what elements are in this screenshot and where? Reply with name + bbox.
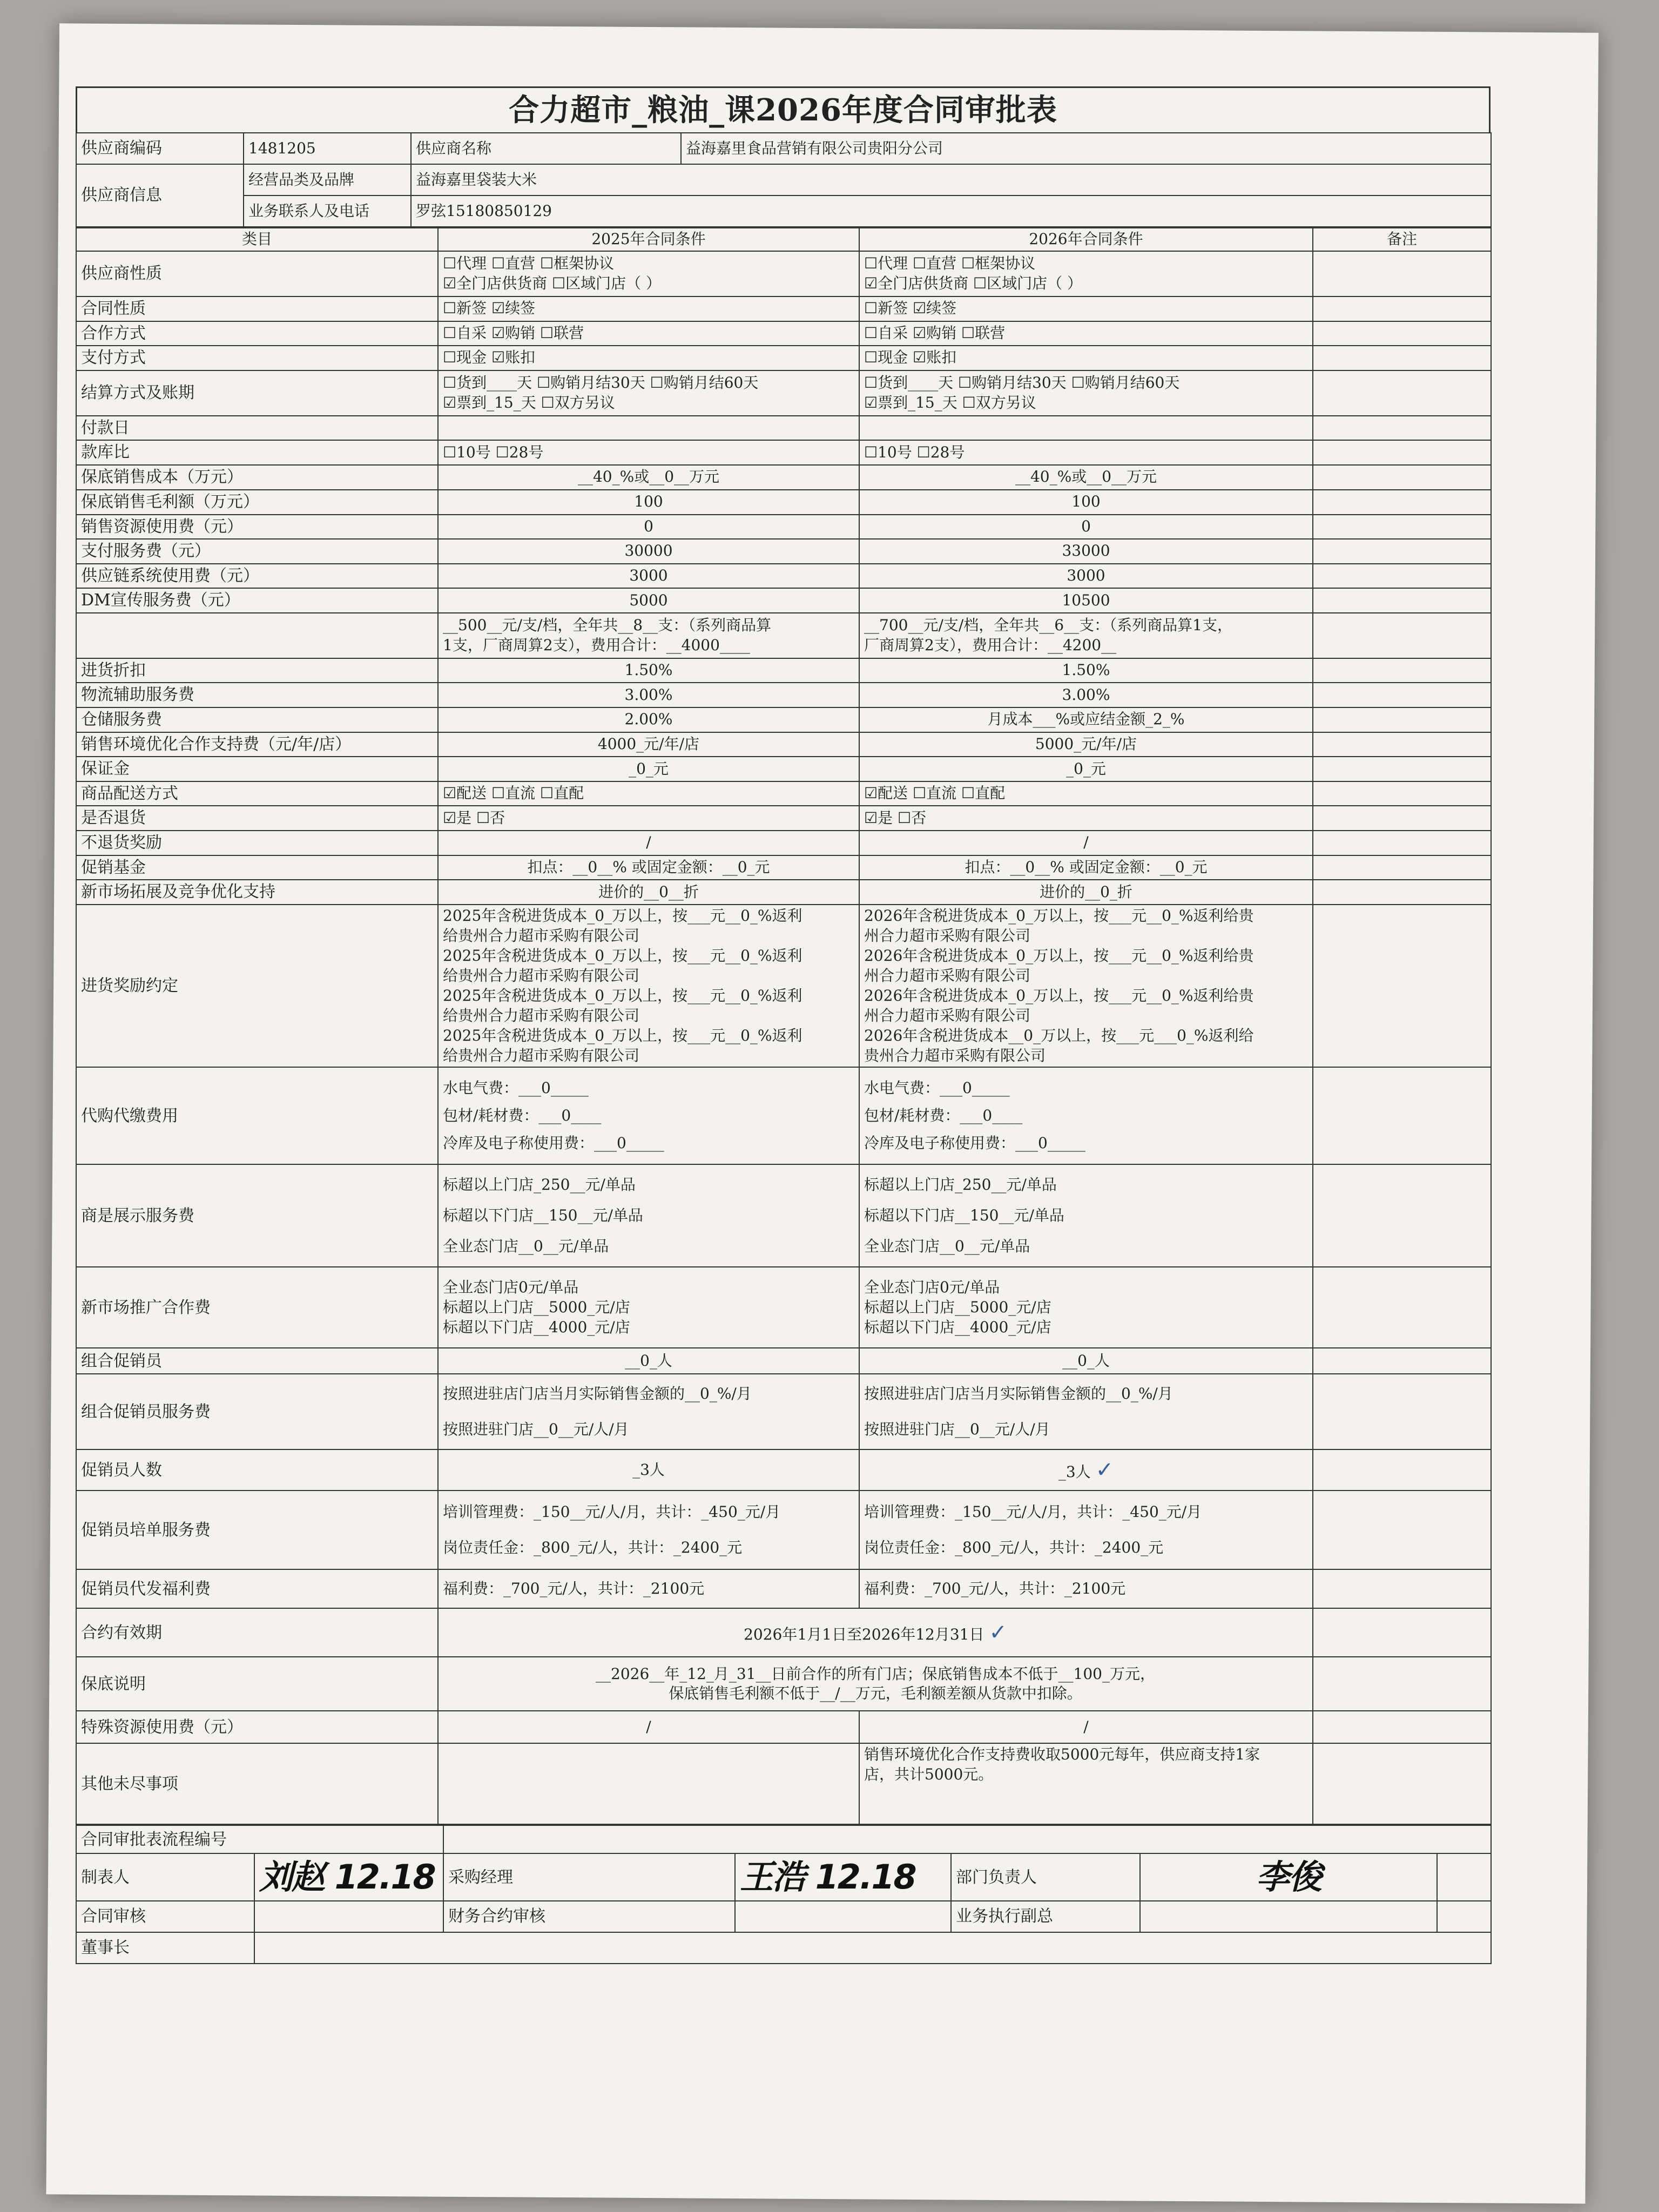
condition-row xyxy=(76,658,1491,683)
condition-row xyxy=(76,416,1491,441)
special-2025: / xyxy=(438,1711,859,1743)
combo-fee-2025: 按照进驻店门店当月实际销售金额的__0_%/月 按照进驻门店__0__元/人/月 xyxy=(438,1374,859,1449)
row-note xyxy=(1313,683,1491,707)
value-2025: ☐10号 ☐28号 xyxy=(438,440,859,465)
promoter-train-2025: 培训管理费：_150__元/人/月，共计：_450_元/月 岗位责任金：_800_元/人，共计：_2400_元 xyxy=(438,1491,859,1569)
value-2026: __40_%或__0__万元 xyxy=(859,465,1313,490)
condition-row xyxy=(76,370,1491,416)
validity-label: 合约有效期 xyxy=(76,1608,438,1657)
condition-row xyxy=(76,564,1491,589)
dept-head-signature: 李俊 xyxy=(1140,1853,1437,1901)
value-2026: 扣点：__0__% 或固定金额：__0_元 xyxy=(859,855,1313,880)
value-2026: 3000 xyxy=(859,564,1313,589)
condition-row xyxy=(76,321,1491,346)
other-2026: 销售环境优化合作支持费收取5000元每年，供应商支持1家 店，共计5000元。 xyxy=(859,1743,1313,1824)
row-label xyxy=(76,613,438,658)
row-note xyxy=(1313,831,1491,855)
row-note xyxy=(1313,564,1491,589)
display-label: 商是展示服务费 xyxy=(76,1164,438,1267)
flow-number-value xyxy=(443,1825,1491,1853)
supplier-table xyxy=(76,132,1492,227)
contact-label: 业务联系人及电话 xyxy=(244,195,411,227)
promoter-count-2025: _3人 xyxy=(438,1449,859,1491)
value-2026: 月成本___%或应结金额_2_% xyxy=(859,707,1313,732)
row-note xyxy=(1313,613,1491,658)
row-note xyxy=(1313,296,1491,321)
value-2026: ☐现金 ☑账扣 xyxy=(859,346,1313,370)
purchase-manager-label: 采购经理 xyxy=(443,1853,735,1901)
row-label: 不退货奖励 xyxy=(76,831,438,855)
condition-row xyxy=(76,346,1491,370)
row-label: 商品配送方式 xyxy=(76,781,438,806)
condition-row xyxy=(76,251,1491,296)
row-label: 进货折扣 xyxy=(76,658,438,683)
condition-row xyxy=(76,539,1491,564)
condition-row xyxy=(76,465,1491,490)
value-2026: 0 xyxy=(859,515,1313,539)
row-label: 销售资源使用费（元） xyxy=(76,515,438,539)
promoter-train-label: 促销员培单服务费 xyxy=(76,1491,438,1569)
finance-review-label: 财务合约审核 xyxy=(443,1901,735,1932)
header-2026: 2026年合同条件 xyxy=(859,228,1313,251)
row-label: 供应商性质 xyxy=(76,251,438,296)
value-2026: 33000 xyxy=(859,539,1313,564)
agency-2025: 水电气费：___0_____ 包材/耗材费：___0____ 冷库及电子称使用费：___0_____ xyxy=(438,1067,859,1164)
supplier-info-label: 供应商信息 xyxy=(76,164,244,227)
row-label: 保底销售成本（万元） xyxy=(76,465,438,490)
row-label: 结算方式及账期 xyxy=(76,370,438,416)
condition-row xyxy=(76,757,1491,781)
supplier-name: 益海嘉里食品营销有限公司贵阳分公司 xyxy=(681,133,1491,164)
row-label: 供应链系统使用费（元） xyxy=(76,564,438,589)
row-label: 付款日 xyxy=(76,416,438,441)
row-note xyxy=(1313,490,1491,515)
row-note xyxy=(1313,346,1491,370)
display-2025: 标超以上门店_250__元/单品 标超以下门店__150__元/单品 全业态门店__0__元/单品 xyxy=(438,1164,859,1267)
condition-row xyxy=(76,515,1491,539)
row-note xyxy=(1313,658,1491,683)
validity-value: 2026年1月1日至2026年12月31日 ✓ xyxy=(438,1608,1313,1657)
contact-value: 罗弦15180850129 xyxy=(411,195,1491,227)
value-2026: ☑是 ☐否 xyxy=(859,806,1313,831)
approval-table xyxy=(76,1825,1492,1964)
value-2025 xyxy=(438,416,859,441)
check-mark-icon: ✓ xyxy=(1095,1458,1114,1483)
value-2025: 30000 xyxy=(438,539,859,564)
value-2026: ☐代理 ☐直营 ☐框架协议 ☑全门店供货商 ☐区域门店（ ） xyxy=(859,251,1313,296)
row-note xyxy=(1313,880,1491,905)
combo-fee-2026: 按照进驻店门店当月实际销售金额的__0_%/月 按照进驻门店__0__元/人/月 xyxy=(859,1374,1313,1449)
condition-row xyxy=(76,831,1491,855)
other-2025 xyxy=(438,1743,859,1824)
brand-value: 益海嘉里袋装大米 xyxy=(411,164,1491,195)
value-2025: ☐自采 ☑购销 ☐联营 xyxy=(438,321,859,346)
value-2026: _0_元 xyxy=(859,757,1313,781)
contract-approval-form xyxy=(76,86,1491,1964)
exec-vp-label: 业务执行副总 xyxy=(951,1901,1140,1932)
row-label: 支付方式 xyxy=(76,346,438,370)
condition-row xyxy=(76,781,1491,806)
maker-label: 制表人 xyxy=(76,1853,254,1901)
condition-row xyxy=(76,855,1491,880)
purchase-manager-signature: 王浩 12.18 xyxy=(735,1853,951,1901)
conditions-table xyxy=(76,227,1492,1825)
condition-row xyxy=(76,880,1491,905)
value-2026: ☐10号 ☐28号 xyxy=(859,440,1313,465)
value-2026: 5000_元/年/店 xyxy=(859,732,1313,757)
promoter-count-label: 促销员人数 xyxy=(76,1449,438,1491)
display-2026: 标超以上门店_250__元/单品 标超以下门店__150__元/单品 全业态门店__0__元/单品 xyxy=(859,1164,1313,1267)
guarantee-label: 保底说明 xyxy=(76,1657,438,1711)
row-note xyxy=(1313,370,1491,416)
condition-row xyxy=(76,683,1491,707)
value-2025: __500__元/支/档，全年共__8__支：（系列商品算 1支，厂商周算2支），费用合计：__4000____ xyxy=(438,613,859,658)
value-2026: __700__元/支/档，全年共__6__支：（系列商品算1支， 厂商周算2支），费用合计：__4200__ xyxy=(859,613,1313,658)
row-label: 是否退货 xyxy=(76,806,438,831)
header-note: 备注 xyxy=(1313,228,1491,251)
reward-2026: 2026年含税进货成本_0_万以上，按___元__0_%返利给贵 州合力超市采购有限公司 2026年含税进货成本_0_万以上，按___元__0_%返利给贵 州合力超市采购有限公司 2026年含税进货成本_0_万以上，按___元__0_%返利给贵 州合力超市采购有限公司 2026年含税进货成本__0_万以上，按___元___0_%返利给 贵州合力超市采购有限公司 xyxy=(859,905,1313,1068)
value-2026: / xyxy=(859,831,1313,855)
row-note xyxy=(1313,855,1491,880)
value-2025: 3000 xyxy=(438,564,859,589)
header-2025: 2025年合同条件 xyxy=(438,228,859,251)
combo-fee-label: 组合促销员服务费 xyxy=(76,1374,438,1449)
value-2025: 4000_元/年/店 xyxy=(438,732,859,757)
condition-row xyxy=(76,707,1491,732)
dept-head-label: 部门负责人 xyxy=(951,1853,1140,1901)
value-2025: 100 xyxy=(438,490,859,515)
row-note xyxy=(1313,416,1491,441)
agency-label: 代购代缴费用 xyxy=(76,1067,438,1164)
row-label: 新市场拓展及竞争优化支持 xyxy=(76,880,438,905)
row-note xyxy=(1313,251,1491,296)
supplier-code-label: 供应商编码 xyxy=(76,133,244,164)
promoter-train-2026: 培训管理费：_150__元/人/月，共计：_450_元/月 岗位责任金：_800_元/人，共计：_2400_元 xyxy=(859,1491,1313,1569)
row-label: 款库比 xyxy=(76,440,438,465)
row-note xyxy=(1313,321,1491,346)
flow-number-label: 合同审批表流程编号 xyxy=(76,1825,443,1853)
value-2025: ☐现金 ☑账扣 xyxy=(438,346,859,370)
value-2026: 进价的__0_折 xyxy=(859,880,1313,905)
row-label: 物流辅助服务费 xyxy=(76,683,438,707)
supplier-code: 1481205 xyxy=(244,133,411,164)
value-2025: 扣点：__0__% 或固定金额：__0_元 xyxy=(438,855,859,880)
special-label: 特殊资源使用费（元） xyxy=(76,1711,438,1743)
row-note xyxy=(1313,707,1491,732)
row-note xyxy=(1313,806,1491,831)
form-title: 合力超市_粮油_课2026年度合同审批表 xyxy=(76,86,1491,132)
value-2026: ☑配送 ☐直流 ☐直配 xyxy=(859,781,1313,806)
row-note xyxy=(1313,539,1491,564)
value-2026: ☐自采 ☑购销 ☐联营 xyxy=(859,321,1313,346)
header-item: 类目 xyxy=(76,228,438,251)
value-2025: _0_元 xyxy=(438,757,859,781)
brand-label: 经营品类及品牌 xyxy=(244,164,411,195)
row-note xyxy=(1313,588,1491,613)
promo-fee-label: 新市场推广合作费 xyxy=(76,1267,438,1348)
row-note xyxy=(1313,781,1491,806)
row-note xyxy=(1313,440,1491,465)
promoter-welfare-2026: 福利费：_700_元/人，共计：_2100元 xyxy=(859,1569,1313,1608)
value-2025: ☑是 ☐否 xyxy=(438,806,859,831)
contract-review-label: 合同审核 xyxy=(76,1901,254,1932)
row-label: DM宣传服务费（元） xyxy=(76,588,438,613)
reward-2025: 2025年含税进货成本_0_万以上，按___元__0_%返利 给贵州合力超市采购有限公司 2025年含税进货成本_0_万以上，按___元__0_%返利 给贵州合力超市采购有限公司 2025年含税进货成本_0_万以上，按___元__0_%返利 给贵州合力超市采购有限公司 2025年含税进货成本_0_万以上，按___元__0_%返利 给贵州合力超市采购有限公司 xyxy=(438,905,859,1068)
value-2026: 1.50% xyxy=(859,658,1313,683)
value-2026: 100 xyxy=(859,490,1313,515)
row-label: 合同性质 xyxy=(76,296,438,321)
value-2025: __40_%或__0__万元 xyxy=(438,465,859,490)
value-2026: ☐新签 ☑续签 xyxy=(859,296,1313,321)
value-2025: 进价的__0__折 xyxy=(438,880,859,905)
value-2025: 3.00% xyxy=(438,683,859,707)
chairman-label: 董事长 xyxy=(76,1932,254,1964)
value-2026: 10500 xyxy=(859,588,1313,613)
check-mark-icon: ✓ xyxy=(989,1620,1007,1645)
special-2026: / xyxy=(859,1711,1313,1743)
row-label: 支付服务费（元） xyxy=(76,539,438,564)
value-2025: ☐货到____天 ☐购销月结30天 ☐购销月结60天 ☑票到_15_天 ☐双方另议 xyxy=(438,370,859,416)
value-2025: 0 xyxy=(438,515,859,539)
value-2025: ☐新签 ☑续签 xyxy=(438,296,859,321)
row-label: 合作方式 xyxy=(76,321,438,346)
combo-label: 组合促销员 xyxy=(76,1348,438,1374)
condition-row xyxy=(76,613,1491,658)
combo-2025: __0_人 xyxy=(438,1348,859,1374)
other-label: 其他未尽事项 xyxy=(76,1743,438,1824)
value-2025: 1.50% xyxy=(438,658,859,683)
condition-row xyxy=(76,296,1491,321)
row-label: 保证金 xyxy=(76,757,438,781)
row-label: 促销基金 xyxy=(76,855,438,880)
combo-2026: __0_人 xyxy=(859,1348,1313,1374)
supplier-name-label: 供应商名称 xyxy=(411,133,681,164)
promo-fee-2025: 全业态门店0元/单品 标超以上门店__5000_元/店 标超以下门店__4000_元/店 xyxy=(438,1267,859,1348)
promoter-welfare-2025: 福利费：_700_元/人，共计：_2100元 xyxy=(438,1569,859,1608)
value-2026 xyxy=(859,416,1313,441)
row-note xyxy=(1313,732,1491,757)
row-note xyxy=(1313,465,1491,490)
row-note xyxy=(1313,515,1491,539)
condition-row xyxy=(76,588,1491,613)
condition-row xyxy=(76,440,1491,465)
value-2025: ☐代理 ☐直营 ☐框架协议 ☑全门店供货商 ☐区域门店（ ） xyxy=(438,251,859,296)
promoter-welfare-label: 促销员代发福利费 xyxy=(76,1569,438,1608)
value-2025: 2.00% xyxy=(438,707,859,732)
agency-2026: 水电气费：___0_____ 包材/耗材费：___0____ 冷库及电子称使用费：___0_____ xyxy=(859,1067,1313,1164)
promoter-count-2026: _3人 ✓ xyxy=(859,1449,1313,1491)
value-2025: 5000 xyxy=(438,588,859,613)
condition-row xyxy=(76,490,1491,515)
value-2026: 3.00% xyxy=(859,683,1313,707)
row-note xyxy=(1313,757,1491,781)
value-2025: / xyxy=(438,831,859,855)
row-label: 保底销售毛利额（万元） xyxy=(76,490,438,515)
row-label: 销售环境优化合作支持费（元/年/店） xyxy=(76,732,438,757)
value-2025: ☑配送 ☐直流 ☐直配 xyxy=(438,781,859,806)
promo-fee-2026: 全业态门店0元/单品 标超以上门店__5000_元/店 标超以下门店__4000_元/店 xyxy=(859,1267,1313,1348)
value-2026: ☐货到____天 ☐购销月结30天 ☐购销月结60天 ☑票到_15_天 ☐双方另议 xyxy=(859,370,1313,416)
condition-row xyxy=(76,732,1491,757)
reward-label: 进货奖励约定 xyxy=(76,905,438,1068)
maker-signature: 刘赵 12.18 xyxy=(254,1853,443,1901)
guarantee-text: __2026__年_12_月_31__日前合作的所有门店；保底销售成本不低于__100_万元， 保底销售毛利额不低于__/__万元，毛利额差额从货款中扣除。 xyxy=(438,1657,1313,1711)
condition-row xyxy=(76,806,1491,831)
reward-note xyxy=(1313,905,1491,1068)
row-label: 仓储服务费 xyxy=(76,707,438,732)
